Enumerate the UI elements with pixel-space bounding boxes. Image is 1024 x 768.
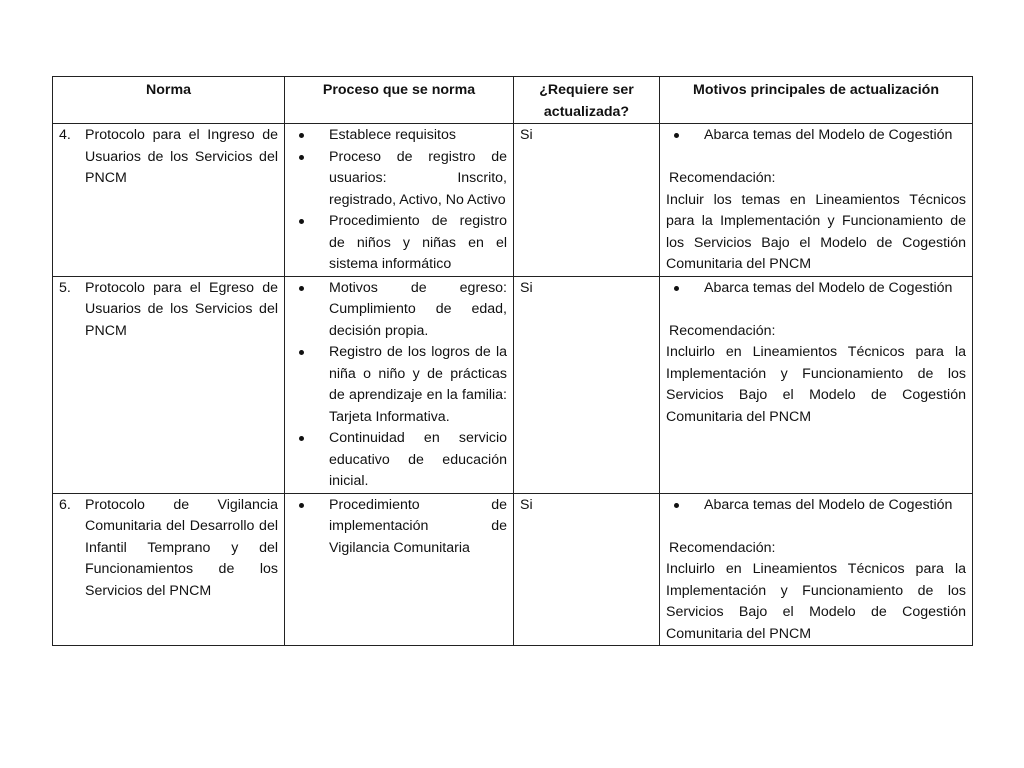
header-motivos: Motivos principales de actualización — [660, 77, 973, 124]
table-row — [53, 124, 973, 277]
row-number: 5. — [59, 279, 71, 296]
proceso-item: Motivos de egreso: Cumplimiento de edad, decisión propia. — [291, 278, 507, 343]
recomendacion-title: Recomendación: — [669, 539, 776, 556]
header-requiere: ¿Requiere ser actualizada? — [514, 77, 660, 124]
proceso-item: Proceso de registro de usuarios: Inscrito, registrado, Activo, No Activo — [291, 147, 507, 212]
proceso-item: Procedimiento de implementación de Vigilancia Comunitaria — [291, 495, 507, 560]
norma-text: Protocolo para el Egreso de Usuarios de los Servicios del PNCM — [85, 279, 278, 339]
proceso-item: Registro de los logros de la niña o niño y de prácticas de aprendizaje en la familia: Tarjeta Informativa. — [291, 342, 507, 428]
norma-cell — [53, 124, 285, 277]
motivo-item: Abarca temas del Modelo de Cogestión — [666, 278, 966, 300]
proceso-cell — [285, 493, 514, 646]
requiere-cell: Si — [514, 493, 660, 646]
motivos-cell — [660, 276, 973, 493]
norma-text: Protocolo de Vigilancia Comunitaria del Desarrollo del Infantil Temprano y del Funcionamientos de los Servicios del PNCM — [85, 496, 278, 599]
recomendacion-title: Recomendación: — [669, 170, 776, 186]
norma-cell — [53, 493, 285, 646]
recomendacion-title: Recomendación: — [669, 322, 776, 339]
motivos-cell — [660, 493, 973, 646]
norma-cell — [53, 276, 285, 493]
table-header-row — [53, 77, 973, 124]
motivo-item: Abarca temas del Modelo de Cogestión — [666, 125, 966, 147]
motivo-item: Abarca temas del Modelo de Cogestión — [666, 495, 966, 517]
row-number: 6. — [59, 496, 71, 513]
proceso-item: Establece requisitos — [291, 125, 507, 147]
requiere-cell: Si — [514, 276, 660, 493]
recomendacion-text: Incluir los temas en Lineamientos Técnicos para la Implementación y Funcionamiento de los Servicios Bajo el Modelo de Cogestión Comunitaria del PNCM — [666, 191, 966, 272]
header-proceso: Proceso que se norma — [285, 77, 514, 124]
recomendacion-text: Incluirlo en Lineamientos Técnicos para la Implementación y Funcionamiento de los Servicios Bajo el Modelo de Cogestión Comunitaria del PNCM — [666, 344, 966, 425]
norma-text: Protocolo para el Ingreso de Usuarios de los Servicios del PNCM — [85, 127, 278, 186]
proceso-item: Continuidad en servicio educativo de educación inicial. — [291, 428, 507, 493]
table-row — [53, 276, 973, 493]
norms-table — [52, 76, 973, 646]
requiere-cell: Si — [514, 124, 660, 277]
proceso-cell — [285, 276, 514, 493]
proceso-cell — [285, 124, 514, 277]
header-norma: Norma — [53, 77, 285, 124]
proceso-item: Procedimiento de registro de niños y niñas en el sistema informático — [291, 211, 507, 276]
row-number: 4. — [59, 127, 71, 143]
table-row — [53, 493, 973, 646]
motivos-cell — [660, 124, 973, 277]
recomendacion-text: Incluirlo en Lineamientos Técnicos para la Implementación y Funcionamiento de los Servicios Bajo el Modelo de Cogestión Comunitaria del PNCM — [666, 561, 966, 642]
